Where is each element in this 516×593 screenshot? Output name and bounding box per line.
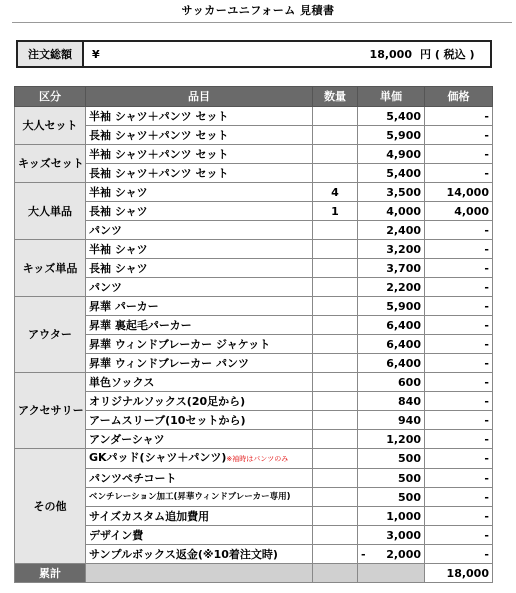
quantity-input[interactable] bbox=[313, 430, 358, 449]
table-row bbox=[15, 240, 493, 259]
price-cell: - bbox=[425, 411, 493, 430]
unit-price-cell: 6,400 bbox=[358, 335, 425, 354]
item-name: 長袖 シャツ bbox=[89, 261, 148, 275]
item-name: 半袖 シャツ＋パンツ セット bbox=[89, 147, 229, 161]
quote-table bbox=[14, 86, 493, 583]
item-cell bbox=[86, 221, 313, 240]
header-category: 区分 bbox=[15, 87, 86, 107]
quantity-input[interactable] bbox=[313, 526, 358, 545]
unit-price-cell: 3,000 bbox=[358, 526, 425, 545]
item-name: 長袖 シャツ bbox=[89, 204, 148, 218]
table-row bbox=[15, 411, 493, 430]
price-cell: 4,000 bbox=[425, 202, 493, 221]
price-cell: - bbox=[425, 126, 493, 145]
item-name: 昇華 ウィンドブレーカー ジャケット bbox=[89, 337, 271, 351]
total-row bbox=[15, 564, 493, 583]
price-cell: - bbox=[425, 373, 493, 392]
item-name: ベンチレーション加工(昇華ウィンドブレーカー専用) bbox=[89, 491, 291, 502]
quantity-input[interactable] bbox=[313, 411, 358, 430]
order-total-amount[interactable]: 18,000 bbox=[369, 47, 412, 61]
unit-price-cell: 3,500 bbox=[358, 183, 425, 202]
header-quantity: 数量 bbox=[313, 87, 358, 107]
quantity-input[interactable]: 1 bbox=[313, 202, 358, 221]
quantity-input[interactable] bbox=[313, 354, 358, 373]
price-cell: - bbox=[425, 145, 493, 164]
table-row bbox=[15, 202, 493, 221]
item-cell bbox=[86, 430, 313, 449]
price-cell: - bbox=[425, 164, 493, 183]
unit-price-cell: 2,400 bbox=[358, 221, 425, 240]
table-row bbox=[15, 488, 493, 507]
category-cell: キッズセット bbox=[15, 145, 86, 183]
table-row bbox=[15, 449, 493, 469]
table-row bbox=[15, 297, 493, 316]
table-row bbox=[15, 278, 493, 297]
category-cell: アクセサリー bbox=[15, 373, 86, 449]
item-name: 長袖 シャツ＋パンツ セット bbox=[89, 128, 229, 142]
quantity-input[interactable]: 4 bbox=[313, 183, 358, 202]
total-blank-unit bbox=[358, 564, 425, 583]
table-row bbox=[15, 373, 493, 392]
title-divider bbox=[12, 22, 512, 23]
header-price: 価格 bbox=[425, 87, 493, 107]
order-total-box bbox=[16, 40, 492, 68]
table-row bbox=[15, 469, 493, 488]
unit-price-cell: 4,900 bbox=[358, 145, 425, 164]
unit-price-cell: 5,900 bbox=[358, 297, 425, 316]
quantity-input[interactable] bbox=[313, 335, 358, 354]
quote-body bbox=[15, 107, 493, 564]
item-cell bbox=[86, 488, 313, 507]
quantity-input[interactable] bbox=[313, 297, 358, 316]
quantity-input[interactable] bbox=[313, 259, 358, 278]
table-row bbox=[15, 145, 493, 164]
category-cell: 大人単品 bbox=[15, 183, 86, 240]
quantity-input[interactable] bbox=[313, 545, 358, 564]
item-cell bbox=[86, 411, 313, 430]
item-name: パンツペチコート bbox=[89, 471, 177, 485]
unit-price-value: 2,000 bbox=[386, 547, 421, 561]
item-cell bbox=[86, 373, 313, 392]
category-cell: キッズ単品 bbox=[15, 240, 86, 297]
item-cell bbox=[86, 145, 313, 164]
item-cell bbox=[86, 297, 313, 316]
unit-price-cell: 840 bbox=[358, 392, 425, 411]
unit-price-cell: 500 bbox=[358, 449, 425, 469]
price-cell: - bbox=[425, 507, 493, 526]
item-cell bbox=[86, 335, 313, 354]
table-row bbox=[15, 354, 493, 373]
item-cell bbox=[86, 240, 313, 259]
price-cell: - bbox=[425, 335, 493, 354]
total-blank-item bbox=[86, 564, 313, 583]
unit-price-cell: 3,700 bbox=[358, 259, 425, 278]
item-cell bbox=[86, 316, 313, 335]
quantity-input[interactable] bbox=[313, 392, 358, 411]
unit-price-cell bbox=[358, 545, 425, 564]
item-name: デザイン費 bbox=[89, 528, 144, 542]
item-cell bbox=[86, 259, 313, 278]
unit-price-cell: 5,900 bbox=[358, 126, 425, 145]
quantity-input[interactable] bbox=[313, 488, 358, 507]
item-note: ※袖時はパンツのみ bbox=[226, 455, 289, 463]
table-row bbox=[15, 107, 493, 126]
item-name: 長袖 シャツ＋パンツ セット bbox=[89, 166, 229, 180]
item-name: アンダーシャツ bbox=[89, 432, 165, 446]
quantity-input[interactable] bbox=[313, 278, 358, 297]
price-cell: - bbox=[425, 316, 493, 335]
item-cell bbox=[86, 507, 313, 526]
category-cell: アウター bbox=[15, 297, 86, 373]
table-row bbox=[15, 507, 493, 526]
item-cell bbox=[86, 202, 313, 221]
item-name: サンプルボックス返金(※10着注文時) bbox=[89, 547, 278, 561]
table-row bbox=[15, 259, 493, 278]
unit-price-cell: 6,400 bbox=[358, 316, 425, 335]
quantity-input[interactable] bbox=[313, 373, 358, 392]
unit-price-cell: 5,400 bbox=[358, 107, 425, 126]
price-cell: - bbox=[425, 221, 493, 240]
category-cell: 大人セット bbox=[15, 107, 86, 145]
price-cell: 14,000 bbox=[425, 183, 493, 202]
item-name: サイズカスタム追加費用 bbox=[89, 509, 210, 523]
item-cell bbox=[86, 545, 313, 564]
header-item: 品目 bbox=[86, 87, 313, 107]
order-total-label: 注文総額 bbox=[18, 42, 84, 66]
item-name: 単色ソックス bbox=[89, 375, 155, 389]
order-total-unit: 円 ( 税込 ) bbox=[420, 48, 475, 61]
price-cell: - bbox=[425, 449, 493, 469]
unit-price-cell: 3,200 bbox=[358, 240, 425, 259]
item-name: アームスリーブ(10セットから) bbox=[89, 413, 246, 427]
item-cell bbox=[86, 164, 313, 183]
item-name: 昇華 裏起毛パーカー bbox=[89, 318, 192, 332]
unit-price-cell: 500 bbox=[358, 488, 425, 507]
price-cell: - bbox=[425, 469, 493, 488]
unit-price-cell: 4,000 bbox=[358, 202, 425, 221]
item-cell bbox=[86, 183, 313, 202]
price-cell: - bbox=[425, 392, 493, 411]
price-cell: - bbox=[425, 488, 493, 507]
unit-price-cell: 6,400 bbox=[358, 354, 425, 373]
item-cell bbox=[86, 126, 313, 145]
quantity-input[interactable] bbox=[313, 107, 358, 126]
quantity-input[interactable] bbox=[313, 449, 358, 469]
unit-price-cell: 1,000 bbox=[358, 507, 425, 526]
total-label: 累計 bbox=[15, 564, 86, 583]
table-row bbox=[15, 392, 493, 411]
table-row bbox=[15, 221, 493, 240]
item-name: パンツ bbox=[89, 223, 122, 237]
unit-price-cell: 500 bbox=[358, 469, 425, 488]
item-cell bbox=[86, 526, 313, 545]
price-cell: - bbox=[425, 354, 493, 373]
item-name: GKパッド(シャツ＋パンツ) bbox=[89, 451, 227, 464]
table-row bbox=[15, 430, 493, 449]
document-title: サッカーユニフォーム 見積書 bbox=[181, 4, 335, 17]
price-cell: - bbox=[425, 526, 493, 545]
price-cell: - bbox=[425, 545, 493, 564]
table-row bbox=[15, 335, 493, 354]
table-row bbox=[15, 316, 493, 335]
item-name: 半袖 シャツ bbox=[89, 185, 148, 199]
total-blank-qty bbox=[313, 564, 358, 583]
table-row bbox=[15, 545, 493, 564]
quantity-input[interactable] bbox=[313, 164, 358, 183]
item-cell bbox=[86, 449, 313, 469]
price-cell: - bbox=[425, 107, 493, 126]
quantity-input[interactable] bbox=[313, 221, 358, 240]
table-row bbox=[15, 526, 493, 545]
quantity-input[interactable] bbox=[313, 145, 358, 164]
item-name: オリジナルソックス(20足から) bbox=[89, 394, 246, 408]
price-cell: - bbox=[425, 297, 493, 316]
item-name: 半袖 シャツ bbox=[89, 242, 148, 256]
table-row bbox=[15, 126, 493, 145]
price-cell: - bbox=[425, 240, 493, 259]
quantity-input[interactable] bbox=[313, 240, 358, 259]
quantity-input[interactable] bbox=[313, 316, 358, 335]
price-cell: - bbox=[425, 278, 493, 297]
unit-price-cell: 1,200 bbox=[358, 430, 425, 449]
table-row bbox=[15, 183, 493, 202]
item-name: 昇華 パーカー bbox=[89, 299, 159, 313]
quantity-input[interactable] bbox=[313, 126, 358, 145]
quantity-input[interactable] bbox=[313, 507, 358, 526]
yen-symbol: ¥ bbox=[92, 47, 100, 61]
quantity-input[interactable] bbox=[313, 469, 358, 488]
price-cell: - bbox=[425, 259, 493, 278]
item-cell bbox=[86, 469, 313, 488]
item-cell bbox=[86, 354, 313, 373]
item-name: 半袖 シャツ＋パンツ セット bbox=[89, 109, 229, 123]
item-cell bbox=[86, 392, 313, 411]
unit-price-cell: 600 bbox=[358, 373, 425, 392]
item-cell bbox=[86, 107, 313, 126]
unit-price-cell: 940 bbox=[358, 411, 425, 430]
total-value: 18,000 bbox=[425, 564, 493, 583]
table-row bbox=[15, 164, 493, 183]
price-cell: - bbox=[425, 430, 493, 449]
header-unit-price: 単価 bbox=[358, 87, 425, 107]
unit-price-cell: 2,200 bbox=[358, 278, 425, 297]
item-name: 昇華 ウィンドブレーカー パンツ bbox=[89, 356, 250, 370]
item-cell bbox=[86, 278, 313, 297]
minus-sign: - bbox=[361, 547, 366, 561]
category-cell: その他 bbox=[15, 449, 86, 564]
item-name: パンツ bbox=[89, 280, 122, 294]
header-row bbox=[15, 87, 493, 107]
unit-price-cell: 5,400 bbox=[358, 164, 425, 183]
